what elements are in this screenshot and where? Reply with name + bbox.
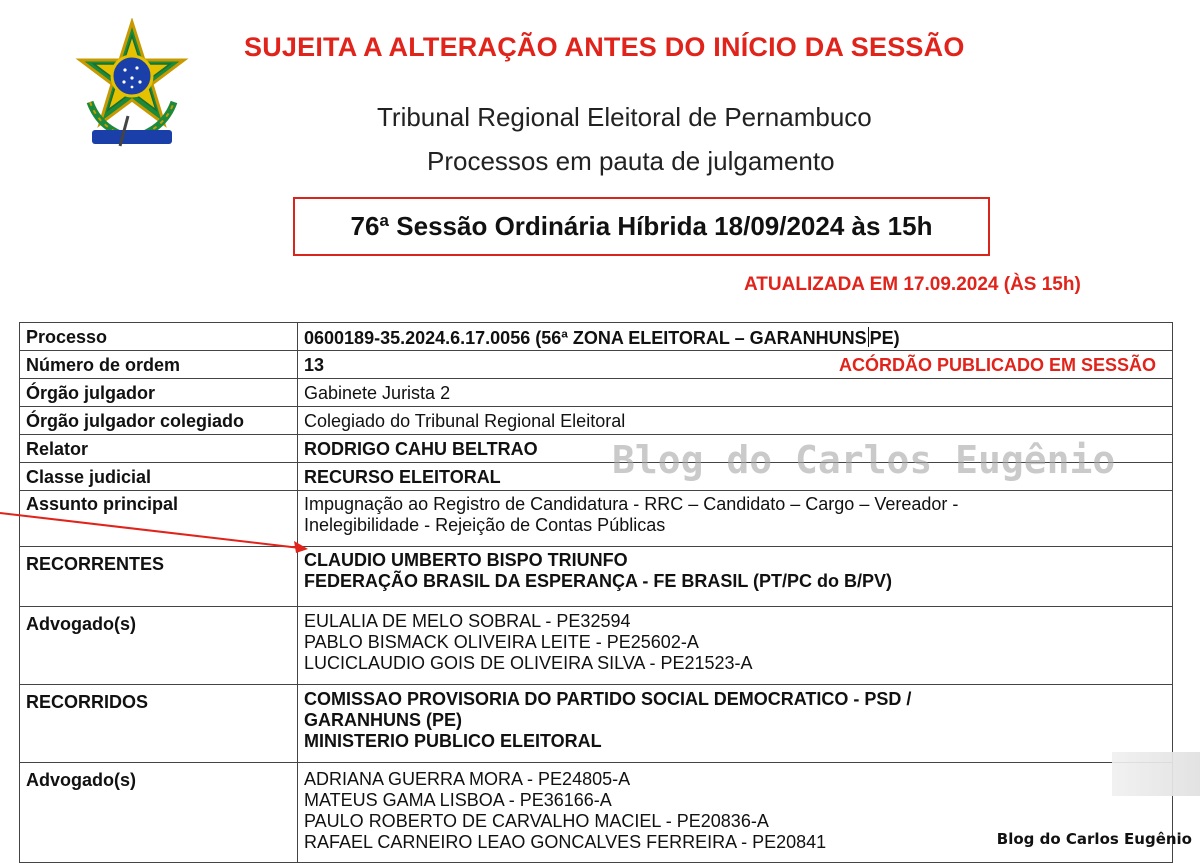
red-arrow-icon [0,505,320,565]
recorrente-item: FEDERAÇÃO BRASIL DA ESPERANÇA - FE BRASIL (PT/PC do B/PV) [304,571,893,591]
label-orgao-colegiado: Órgão julgador colegiado [20,407,298,435]
blog-signature: Blog do Carlos Eugênio [996,830,1192,848]
advogado-item: RAFAEL CARNEIRO LEAO GONCALVES FERREIRA - PE20841 [304,832,827,852]
subject-to-change-notice: SUJEITA A ALTERAÇÃO ANTES DO INÍCIO DA SESSÃO [244,32,965,62]
label-advogados-2: Advogado(s) [20,763,298,863]
value-advogados-1 [298,607,1173,685]
document-subtitle: Processos em pauta de julgamento [427,146,835,176]
session-title-box [293,197,990,256]
session-title: 76ª Sessão Ordinária Híbrida 18/09/2024 às 15h [350,211,933,241]
updated-notice: ATUALIZADA EM 17.09.2024 (ÀS 15h) [744,274,1081,295]
brazil-coat-of-arms-icon [70,18,194,150]
row-relator [20,435,1173,463]
value-orgao-colegiado: Colegiado do Tribunal Regional Eleitoral [298,407,1173,435]
label-relator: Relator [20,435,298,463]
acordao-status: ACÓRDÃO PUBLICADO EM SESSÃO [838,355,1156,375]
court-name: Tribunal Regional Eleitoral de Pernambuco [377,102,872,132]
row-orgao-colegiado [20,407,1173,435]
row-orgao-julgador [20,379,1173,407]
value-classe: RECURSO ELEITORAL [298,463,1173,491]
row-recorridos [20,685,1173,763]
blog-watermark: Blog do Carlos Eugênio [612,438,1116,482]
assunto-line: Impugnação ao Registro de Candidatura - RRC – Candidato – Cargo – Vereador - [304,494,959,514]
row-classe [20,463,1173,491]
label-assunto: Assunto principal [20,491,298,547]
advogado-item: PAULO ROBERTO DE CARVALHO MACIEL - PE20836-A [304,811,769,831]
value-orgao-julgador: Gabinete Jurista 2 [298,379,1173,407]
label-orgao-julgador: Órgão julgador [20,379,298,407]
advogado-item: MATEUS GAMA LISBOA - PE36166-A [304,790,612,810]
advogado-item: EULALIA DE MELO SOBRAL - PE32594 [304,611,631,631]
advogado-item: PABLO BISMACK OLIVEIRA LEITE - PE25602-A [304,632,699,652]
label-numero-ordem: Número de ordem [20,351,298,379]
scan-artifact [1112,752,1200,796]
process-number-end: PE) [869,328,900,348]
value-numero-ordem [298,351,1173,379]
recorrente-item: CLAUDIO UMBERTO BISPO TRIUNFO [304,550,628,570]
label-classe: Classe judicial [20,463,298,491]
recorrido-item: GARANHUNS (PE) [304,710,463,730]
row-advogados-1 [20,607,1173,685]
assunto-line: Inelegibilidade - Rejeição de Contas Públicas [304,515,666,535]
recorrido-item: COMISSAO PROVISORIA DO PARTIDO SOCIAL DEMOCRATICO - PSD / [304,689,912,709]
value-processo [298,323,1173,351]
value-recorrentes [298,547,1173,607]
label-advogados-1: Advogado(s) [20,607,298,685]
advogado-item: ADRIANA GUERRA MORA - PE24805-A [304,769,631,789]
text-cursor [868,327,869,347]
order-number: 13 [304,355,325,375]
value-assunto [298,491,1173,547]
label-recorrentes: RECORRENTES [20,547,298,607]
recorrido-item: MINISTERIO PUBLICO ELEITORAL [304,731,602,751]
row-numero-ordem [20,351,1173,379]
advogado-item: LUCICLAUDIO GOIS DE OLIVEIRA SILVA - PE21523-A [304,653,753,673]
process-table [19,322,1173,863]
row-processo [20,323,1173,351]
value-relator: RODRIGO CAHU BELTRAO [298,435,1173,463]
process-number: 0600189-35.2024.6.17.0056 (56ª ZONA ELEITORAL – GARANHUNS [304,328,867,348]
value-recorridos [298,685,1173,763]
label-recorridos: RECORRIDOS [20,685,298,763]
label-processo: Processo [20,323,298,351]
